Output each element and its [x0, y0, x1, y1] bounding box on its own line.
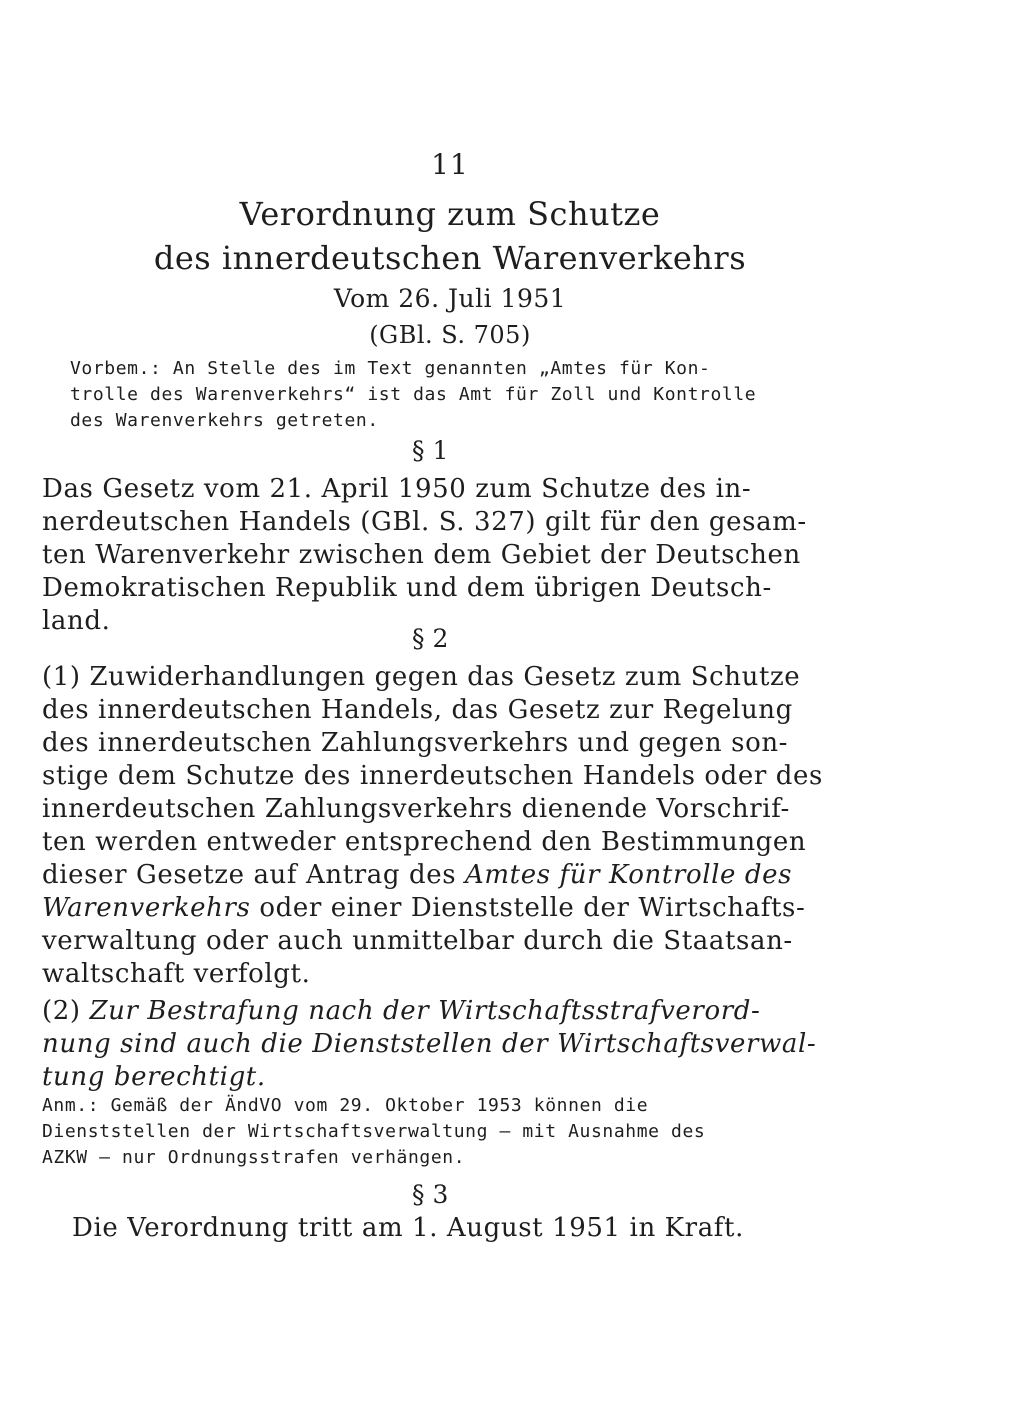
document-title-line-2: des innerdeutschen Warenverkehrs [153, 239, 747, 277]
document-date: Vom 26. Juli 1951 [333, 284, 567, 313]
section-2-paragraph-2-prefix: (2) [42, 996, 90, 1026]
section-2-paragraph-1 [42, 661, 823, 991]
document-number: 11 [431, 148, 469, 181]
section-1-text: Das Gesetz vom 21. April 1950 zum Schutze des in- nerdeutschen Handels (GBl. S. 327) gilt für den gesam- ten Warenverkehr zwischen dem Gebiet der Deutschen Demokratischen Republik und dem übrigen Deutsch- land. [42, 474, 807, 636]
document-title [0, 192, 900, 280]
document-source: (GBl. S. 705) [369, 321, 531, 349]
section-2-paragraph-1-text-b: oder einer Dienststelle der Wirtschafts- verwaltung oder auch unmittelbar durch die Staatsan- waltschaft verfolgt. [42, 893, 806, 989]
section-2-heading: § 2 [412, 624, 449, 653]
section-2-authority-name: Amtes für Kontrolle des Warenverkehrs [42, 860, 793, 923]
section-2-paragraph-2 [42, 995, 816, 1094]
section-2-paragraph-1-text-a: (1) Zuwiderhandlungen gegen das Gesetz zum Schutze des innerdeutschen Handels, das Gesetz zur Regelung des innerdeutschen Zahlungsverkehrs und gegen son- stige dem Schutze des innerdeutschen Handels oder des innerdeutschen Zahlungsverkehrs dienende Vorschrif- ten werden entweder entsprechend den Bestimmungen dieser Gesetze auf Antrag des [42, 662, 823, 890]
preliminary-note: Vorbem.: An Stelle des im Text genannten „Amtes für Kon- trolle des Warenverkehrs“ ist das Amt für Zoll und Kontrolle des Warenverkehrs getreten. [70, 358, 757, 431]
document-title-line-1: Verordnung zum Schutze [239, 195, 661, 233]
section-3-text: Die Verordnung tritt am 1. August 1951 in Kraft. [72, 1213, 744, 1243]
section-1-heading: § 1 [412, 436, 449, 465]
section-3-heading: § 3 [412, 1180, 449, 1209]
section-2-annotation: Anm.: Gemäß der ÄndVO vom 29. Oktober 1953 können die Dienststellen der Wirtschaftsverwaltung — mit Ausnahme des AZKW — nur Ordnungsstrafen verhängen. [42, 1095, 706, 1168]
section-2-paragraph-2-text: Zur Bestrafung nach der Wirtschaftsstrafverord- nung sind auch die Dienststellen der Wirtschaftsverwal- tung berechtigt. [42, 996, 817, 1092]
